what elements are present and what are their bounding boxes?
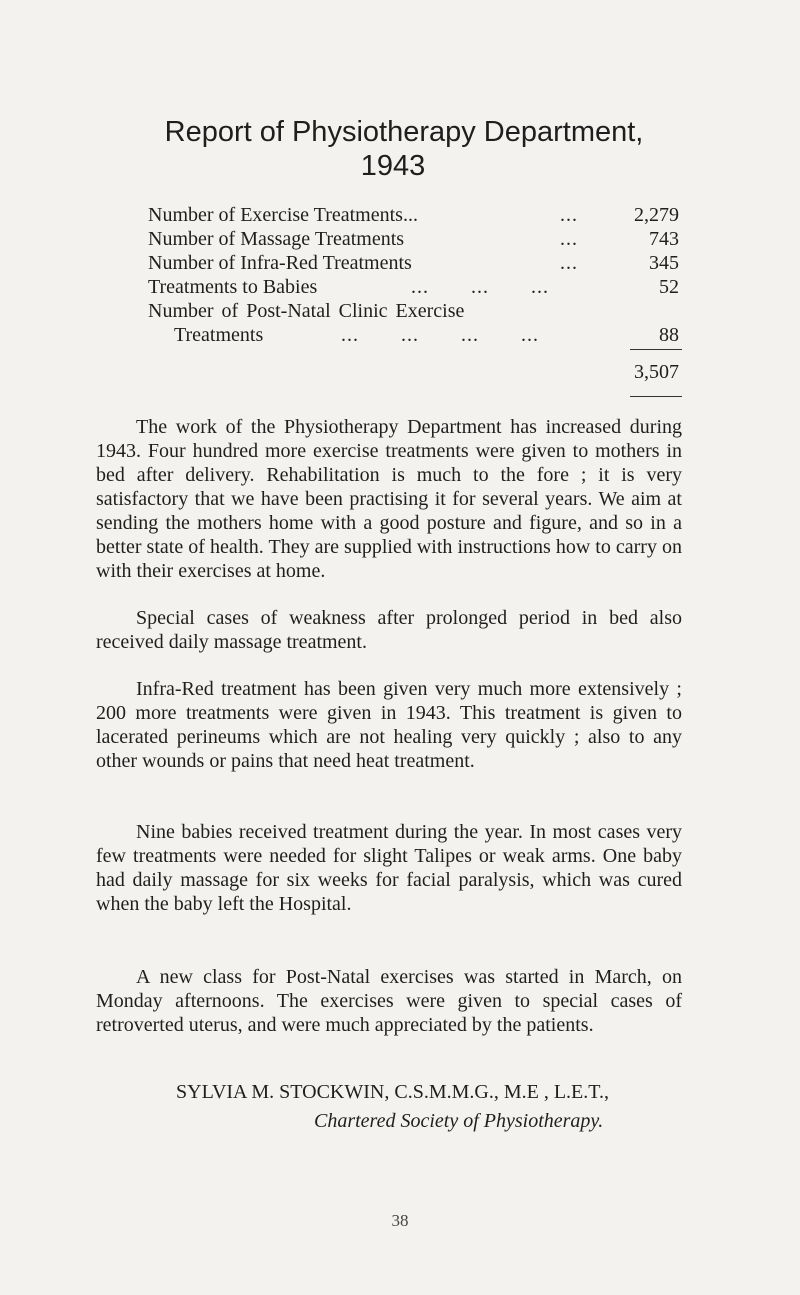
report-title: Report of Physiotherapy Department, [164, 116, 644, 148]
paragraph: Infra-Red treatment has been given very much more extensively ; 200 more treatments were given in 1943. This treatment is given to lacerated perineums which are not healing very quickly ; also to any other wounds or pains that need heat treatment. [96, 678, 682, 772]
row-label: Number of Infra-Red Treatments [148, 252, 412, 274]
row-value: 2,279 [634, 204, 679, 226]
society-affiliation: Chartered Society of Physiotherapy. [314, 1110, 604, 1132]
treatment-statistics-table [148, 203, 688, 347]
row-label: Treatments [174, 324, 264, 346]
dot-leader: ... [560, 252, 578, 274]
row-value: 52 [659, 276, 679, 298]
paragraph: A new class for Post-Natal exercises was started in March, on Monday afternoons. The exercises were given to special cases of retroverted uterus, and were much appreciated by the patients. [96, 966, 682, 1036]
table-row [148, 203, 688, 227]
row-value: 345 [649, 252, 679, 274]
row-label: Number of Post-Natal Clinic Exercise [148, 300, 465, 322]
dot-leader: ... ... ... [411, 276, 549, 298]
paragraph: Nine babies received treatment during the year. In most cases very few treatments were needed for slight Talipes or weak arms. One baby had daily massage for six weeks for facial paralysis, which was cured when the baby left the Hospital. [96, 821, 682, 915]
table-row [148, 275, 688, 299]
row-label: Number of Exercise Treatments... [148, 204, 418, 226]
row-value: 743 [649, 228, 679, 250]
row-value: 88 [659, 324, 679, 346]
total-value: 3,507 [634, 361, 679, 383]
table-row [148, 251, 688, 275]
signature: SYLVIA M. STOCKWIN, C.S.M.M.G., M.E , L.E.T., [176, 1081, 609, 1103]
dot-leader: ... [560, 204, 578, 226]
total-rule-top [630, 349, 682, 350]
table-row [148, 299, 688, 323]
paragraph: Special cases of weakness after prolonged period in bed also received daily massage treatment. [96, 607, 682, 653]
page-number: 38 [391, 1211, 409, 1230]
report-year: 1943 [360, 150, 426, 182]
table-row [148, 227, 688, 251]
total-rule-bottom [630, 396, 682, 397]
dot-leader: ... ... ... ... [341, 324, 539, 346]
paragraph: The work of the Physiotherapy Department has increased during 1943. Four hundred more exercise treatments were given to mothers in bed after delivery. Rehabilitation is much to the fore ; it is very satisfactory that we have been practising it for several years. We aim at sending the mothers home with a good posture and figure, and so in a better state of health. They are supplied with instructions how to carry on with their exercises at home. [96, 416, 682, 582]
table-row [148, 323, 688, 347]
row-label: Number of Massage Treatments [148, 228, 405, 250]
row-label: Treatments to Babies [148, 276, 318, 298]
dot-leader: ... [560, 228, 578, 250]
